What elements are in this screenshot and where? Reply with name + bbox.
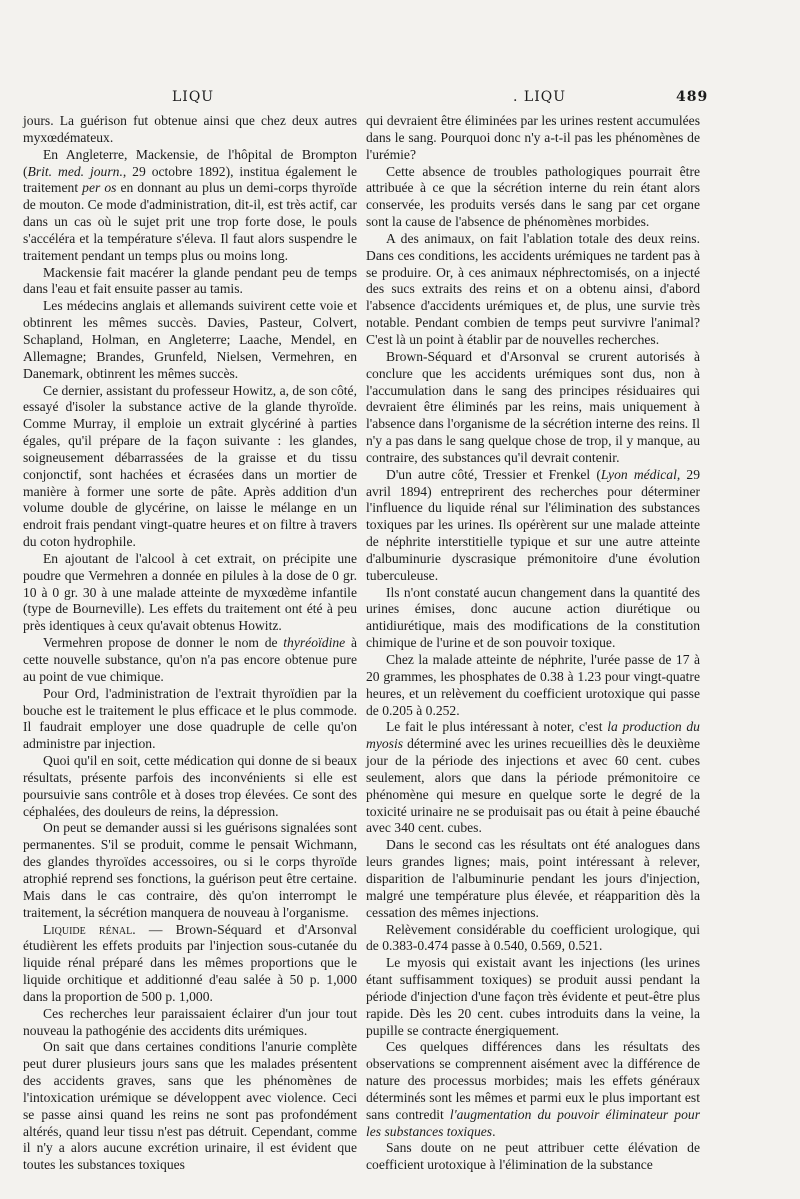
paragraph: Mackensie fait macérer la glande pendant peu de temps dans l'eau et fait ensuite passer au tamis. bbox=[23, 264, 357, 297]
paragraph: Le fait le plus intéressant à noter, c'est la production du myosis déterminé avec les urines recueillies dès le deuxième jour de la période des injections et avec 60 cent. cubes seulement, alors que dans la période prémonitoire ce phénomène qui mesure en quelque sorte le degré de la toxicité urinaire ne se produisait pas ou était à peine ébauché avec 340 cent. cubes. bbox=[366, 719, 700, 836]
page-number: 489 bbox=[676, 89, 709, 105]
paragraph: Relèvement considérable du coefficient urologique, qui de 0.383-0.474 passe à 0.540, 0.569, 0.521. bbox=[366, 921, 700, 954]
section-heading: Liquide rénal. bbox=[43, 921, 136, 937]
emphasis: thyréoïdine bbox=[283, 635, 346, 651]
paragraph: On sait que dans certaines conditions l'anurie complète peut durer plusieurs jours sans que les malades présentent des accidents graves, sans que les phénomènes de l'intoxication urémique se développent avec violence. Ceci se passe ainsi quand les reins ne sont pas profondément altérés, quand leur tissu n'est pas détruit. Cependant, comme il n'y a alors aucune excrétion urinaire, il est évident que toutes les substances toxiques bbox=[23, 1039, 357, 1173]
paragraph: qui devraient être éliminées par les urines restent accumulées dans le sang. Pourquoi donc n'y a-t-il pas les phénomènes de l'urémie? bbox=[366, 113, 700, 162]
paragraph: D'un autre côté, Tressier et Frenkel (Lyon médical, 29 avril 1894) entreprirent des recherches pour déterminer l'influence du liquide rénal sur l'élimination des substances toxiques par les urines. Ils opérèrent sur une malade atteinte de néphrite interstitielle typique et sur une autre atteinte d'albuminurie dyscrasique prémonitoire d'une évolution tuberculeuse. bbox=[366, 466, 700, 583]
paragraph: Ce dernier, assistant du professeur Howitz, a, de son côté, essayé d'isoler la substance active de la glande thyroïde. Comme Murray, il emploie un extrait glycériné à parties égales, qu'il prépare de la façon suivante : les glandes, soigneusement débarrassées de la graisse et du tissu conjonctif, sont hachées et écrasées dans un mortier de manière à former une sorte de pâte. Après addition d'un volume double de glycérine, on laisse le mélange en un endroit frais pendant vingt-quatre heures et on filtre à travers du coton hydrophile. bbox=[23, 382, 357, 550]
citation: Lyon médical bbox=[600, 466, 677, 482]
paragraph: A des animaux, on fait l'ablation totale des deux reins. Dans ces conditions, les accidents urémiques ne tardent pas à se produire. Or, à ces animaux néphrectomisés, on a injecté des sucs extraits des reins et on a obtenu ainsi, d'abord l'absence d'accidents urémiques et, de plus, une survie très notable. Pendant combien de temps peut survivre l'animal? C'est là un point à établir par de nouvelles recherches. bbox=[366, 230, 700, 347]
paragraph: En Angleterre, Mackensie, de l'hôpital de Brompton (Brit. med. journ., 29 octobre 1892), institua également le traitement per os en donnant au plus un demi-corps thyroïde de mouton. Ce mode d'administration, dit-il, est très actif, car dans un cas où le sujet prit une trop forte dose, le pouls s'accéléra et la température s'éleva. Il faut alors suspendre le traitement pendant un temps plus ou moins long. bbox=[23, 146, 357, 263]
paragraph: Ces quelques différences dans les résultats des observations se comprennent aisément avec la différence de nature des processus morbides; mais les effets généraux déterminés sont les mêmes et parmi eux le plus important est sans contredit l'augmentation du pouvoir éliminateur pour les substances toxiques. bbox=[366, 1039, 700, 1139]
running-head-center: . LIQU bbox=[513, 89, 567, 105]
paragraph: Le myosis qui existait avant les injections (les urines étant suffisamment toxiques) se produit aussi pendant la période d'injection d'une façon très évidente et peut-être plus rapide. Dès les 20 cent. cubes introduits dans la veine, la pupille se contracte énergiquement. bbox=[366, 955, 700, 1038]
section-paragraph: Liquide rénal. — Brown-Séquard et d'Arsonval étudièrent les effets produits par l'injection sous-cutanée du liquide rénal préparé dans les mêmes proportions que le liquide orchitique et additionné d'eau salée à 50 p. 1,000 dans la proportion de 500 p. 1,000. bbox=[23, 921, 358, 1004]
paragraph: Quoi qu'il en soit, cette médication qui donne de si beaux résultats, présente parfois des inconvénients si elle est poursuivie sans contrôle et à doses trop élevées. Ce sont des céphalées, des douleurs de reins, la dépression. bbox=[23, 753, 357, 819]
paragraph: En ajoutant de l'alcool à cet extrait, on précipite une poudre que Vermehren a donnée en pilules à la dose de 0 gr. 10 à 0 gr. 30 à une malade atteinte de myxœdème infantile (type de Bourneville). Les effets du traitement ont été à peu près identiques à ceux qu'avait obtenus Howitz. bbox=[23, 550, 357, 634]
emphasis: la production du myosis bbox=[366, 719, 700, 752]
left-column bbox=[23, 113, 358, 1173]
paragraph: Brown-Séquard et d'Arsonval se crurent autorisés à conclure que les accidents urémiques sont dus, non à l'accumulation dans le sang des principes résiduaires qui devraient être éliminés par les reins, mais uniquement à l'absence dans l'organisme de la sécrétion interne des reins. Il n'y a pas dans le sang quelque chose de trop, il y manque, au contraire, des substances qu'il devrait contenir. bbox=[366, 348, 700, 465]
paragraph: On peut se demander aussi si les guérisons signalées sont permanentes. S'il se produit, comme le pensait Wichmann, des glandes thyroïdes accessoires, ou si le corps thyroïde atrophié reprend ses fonctions, la guérison peut être certaine. Mais dans le cas contraire, dès qu'on interrompt le traitement, la sécrétion manquera de nouveau à l'organisme. bbox=[23, 820, 357, 920]
emphasis: per os bbox=[82, 180, 117, 196]
running-head-left: LIQU bbox=[172, 89, 215, 105]
emphasis: l'augmentation du pouvoir éliminateur pour les substances toxiques bbox=[366, 1106, 700, 1139]
paragraph: Pour Ord, l'administration de l'extrait thyroïdien par la bouche est le traitement le plus efficace et le plus commode. Il faudrait employer une dose quadruple de celle qu'on administre par injection. bbox=[23, 685, 357, 752]
paragraph: Sans doute on ne peut attribuer cette élévation de coefficient urotoxique à l'élimination de la substance bbox=[366, 1140, 700, 1173]
paragraph: Chez la malade atteinte de néphrite, l'urée passe de 17 à 20 grammes, les phosphates de 0.38 à 1.23 pour vingt-quatre heures, et un relèvement du coefficient urotoxique qui passe de 0.205 à 0.252. bbox=[366, 652, 700, 718]
paragraph: Cette absence de troubles pathologiques pourrait être attribuée à ce que la sécrétion interne du rein étant alors conservée, les produits versés dans le sang par cet organe sont la cause de l'absence de phénomènes morbides. bbox=[366, 163, 700, 230]
paragraph: Les médecins anglais et allemands suivirent cette voie et obtinrent les mêmes succès. Davies, Pasteur, Colvert, Schapland, Holman, en Angleterre; Laache, Mendel, en Allemagne; Brandes, Grunfeld, Nielsen, Vermehren, en Danemark, obtinrent les mêmes succès. bbox=[23, 298, 357, 381]
paragraph: Ils n'ont constaté aucun changement dans la quantité des urines émises, donc aucune action diurétique ou antidiurétique, mais des modifications de la constitution chimique de l'urine et de son pouvoir toxique. bbox=[366, 584, 700, 651]
citation: Brit. med. journ. bbox=[27, 163, 123, 179]
right-column bbox=[366, 113, 700, 1173]
paragraph: Ces recherches leur paraissaient éclairer d'un jour tout nouveau la pathogénie des accidents dits urémiques. bbox=[23, 1005, 357, 1038]
paragraph: Vermehren propose de donner le nom de thyréoïdine à cette nouvelle substance, qu'on n'a pas encore obtenue pure au point de vue chimique. bbox=[23, 635, 357, 684]
paragraph: Dans le second cas les résultats ont été analogues dans leurs grandes lignes; mais, point intéressant à relever, disparition de l'albuminurie pendant les jours d'injection, malgré une température plus élevée, et réapparition dès la cessation des mêmes injections. bbox=[366, 837, 700, 920]
paragraph: jours. La guérison fut obtenue ainsi que chez deux autres myxœdémateux. bbox=[23, 113, 357, 145]
